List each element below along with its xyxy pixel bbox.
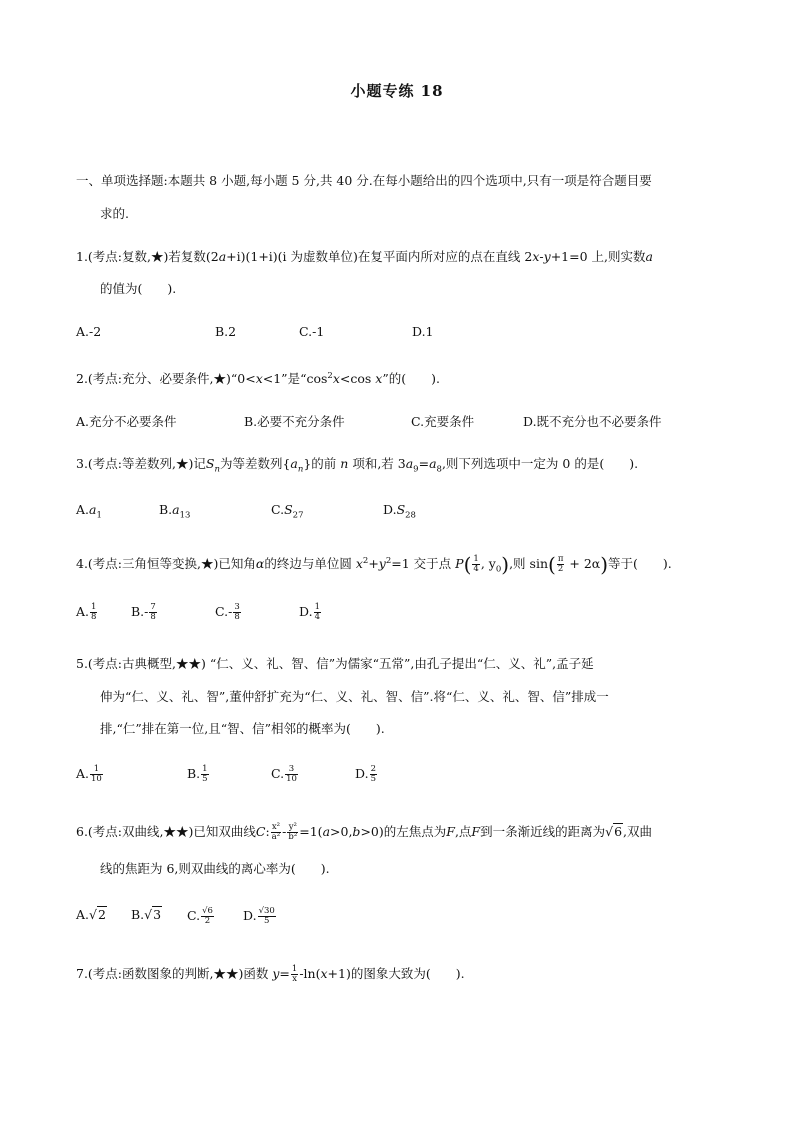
- q6-text: >0,: [330, 824, 353, 839]
- denominator: 10: [286, 774, 297, 784]
- option-var: a: [89, 502, 97, 517]
- q4-text: 4.(考点:三角恒等变换,★)已知角: [76, 556, 256, 572]
- numerator: 1: [90, 765, 103, 775]
- q2-text: ”的( ).: [382, 371, 440, 387]
- option-letter: A.: [76, 604, 90, 619]
- option-fraction: [149, 603, 156, 622]
- option-sub: 13: [179, 510, 191, 521]
- q4-var: x: [355, 556, 363, 572]
- q3-sub: 9: [413, 464, 419, 475]
- denominator: 4: [314, 612, 320, 622]
- q1-var: a: [218, 249, 227, 264]
- numerator: π: [557, 554, 564, 565]
- q6-text: ,双曲: [623, 824, 653, 839]
- option-var: S: [284, 502, 293, 517]
- section-heading-text: 一、单项选择题:本题共 8 小题,每小题 5 分,共 40 分.在每小题给出的四个选项中,只有一项是符合题目要: [76, 173, 652, 188]
- question-5-cont: [100, 720, 385, 738]
- option-sub: 27: [292, 510, 304, 521]
- q6-option-b[interactable]: [131, 907, 162, 922]
- q3-var: n: [340, 456, 349, 471]
- q7-text: 7.(考点:函数图象的判断,★★)函数: [76, 966, 269, 981]
- numerator: 2: [370, 764, 376, 774]
- q3-option-c[interactable]: [271, 502, 304, 521]
- option-letter: C.: [215, 604, 229, 619]
- q6-var: b: [352, 824, 361, 839]
- option-letter: D.: [299, 604, 313, 619]
- q2-option-d[interactable]: D.既不充分也不必要条件: [523, 414, 662, 429]
- option-letter: C.: [187, 908, 201, 923]
- q4-text: , y: [480, 556, 496, 572]
- q5-text: 伸为“仁、义、礼、智”,董仲舒扩充为“仁、义、礼、智、信”.将“仁、义、礼、智、信”排成一: [100, 689, 609, 704]
- numerator: 3: [285, 765, 298, 775]
- q1-var: a: [645, 249, 653, 264]
- denominator: 2: [204, 916, 211, 926]
- q3-text: }的前: [303, 456, 337, 471]
- sqrt-symbol: √6: [605, 824, 623, 839]
- option-fraction: [201, 765, 208, 784]
- option-letter: A.: [76, 502, 90, 517]
- right-paren: ): [501, 552, 510, 577]
- option-sign: -: [144, 604, 149, 619]
- numerator: 1: [202, 764, 208, 774]
- q3-var: a: [290, 456, 298, 471]
- option-letter: D.: [243, 908, 257, 923]
- q1-text: 1.(考点:复数,★)若复数(2: [76, 249, 219, 264]
- q6-text: 到一条渐近线的距离为: [480, 824, 606, 839]
- option-fraction: [258, 907, 276, 926]
- option-letter: B.: [131, 604, 145, 619]
- q3-text: 项和,若 3: [352, 456, 406, 471]
- question-2: [76, 367, 440, 388]
- q4-text: 的终边与单位圆: [264, 556, 352, 572]
- q3-text: =: [418, 456, 430, 471]
- q1-option-c[interactable]: C.-1: [299, 324, 325, 339]
- q6-text: :: [265, 824, 270, 839]
- q4-point-fraction: [472, 555, 479, 574]
- question-6: [76, 819, 652, 845]
- denominator: 8: [234, 612, 240, 622]
- option-sub: 28: [405, 510, 416, 521]
- q2-var: x: [255, 371, 263, 387]
- option-sub: 1: [96, 510, 102, 521]
- option-fraction: [285, 765, 298, 784]
- q2-var: x: [332, 371, 340, 387]
- q1-option-b[interactable]: B.2: [215, 324, 237, 339]
- q4-var: y: [378, 556, 386, 572]
- q3-option-d[interactable]: [383, 502, 416, 521]
- q7-text: +1)的图象大致为( ).: [327, 966, 465, 981]
- q6-var: F: [471, 824, 481, 839]
- q2-text: <cos: [339, 371, 376, 387]
- numerator: x²: [271, 822, 281, 832]
- q1-option-a[interactable]: A.-2: [76, 324, 102, 339]
- question-1: [76, 248, 653, 266]
- option-letter: D.: [383, 502, 397, 517]
- q4-exp: 2: [362, 556, 369, 566]
- option-letter: A.: [76, 766, 90, 781]
- q3-sub: 8: [436, 464, 442, 475]
- q5-text: 排,“仁”排在第一位,且“智、信”相邻的概率为( ).: [100, 721, 385, 736]
- numerator: √30: [258, 906, 275, 916]
- option-fraction: [314, 603, 321, 622]
- radicand: 6: [207, 906, 213, 916]
- option-letter: B.: [131, 907, 145, 922]
- q3-var: a: [405, 456, 414, 471]
- option-letter: A.: [76, 907, 90, 922]
- denominator: a²: [271, 832, 281, 842]
- numerator: 1: [91, 602, 97, 612]
- q3-text: 3.(考点:等差数列,★)记: [76, 456, 206, 471]
- q3-option-a[interactable]: [76, 502, 102, 521]
- q6-option-a[interactable]: [76, 907, 107, 922]
- q7-text: =: [279, 966, 290, 981]
- q3-option-b[interactable]: [159, 502, 190, 521]
- q4-text: + 2: [565, 556, 592, 572]
- q4-option-b[interactable]: [131, 603, 158, 622]
- q4-text: ,则 sin: [509, 556, 548, 572]
- denominator: b²: [288, 832, 298, 842]
- q5-option-d[interactable]: [355, 765, 378, 784]
- q4-option-a[interactable]: [76, 603, 98, 622]
- option-letter: D.: [355, 766, 369, 781]
- q6-text: -: [282, 824, 287, 839]
- q6-text: 线的焦距为 6,则双曲线的离心率为( ).: [100, 861, 330, 876]
- numerator: y²: [288, 822, 297, 832]
- denominator: 2: [557, 564, 564, 575]
- section-heading-cont: [100, 205, 129, 223]
- question-5: [76, 655, 594, 673]
- q2-option-c[interactable]: C.充要条件: [411, 414, 475, 429]
- sqrt-symbol: √2: [89, 907, 106, 922]
- option-letter: C.: [271, 766, 285, 781]
- q2-option-a[interactable]: A.充分不必要条件: [76, 414, 177, 429]
- option-fraction: [201, 907, 214, 926]
- q1-text: +1=0 上,则实数: [550, 249, 646, 264]
- q1-text: 的值为( ).: [100, 281, 177, 296]
- option-letter: B.: [159, 502, 173, 517]
- q3-text: 为等差数列{: [219, 456, 291, 471]
- question-3: [76, 455, 638, 479]
- q7-var: x: [320, 966, 328, 981]
- q4-text: =1 交于点: [391, 556, 452, 572]
- denominator: 10: [91, 774, 102, 784]
- q2-option-b[interactable]: B.必要不充分条件: [244, 414, 345, 429]
- q1-text: -: [539, 249, 544, 264]
- q4-text: 等于( ).: [608, 556, 672, 572]
- q4-text: +: [368, 556, 379, 572]
- q6-var: F: [446, 824, 455, 839]
- question-5-cont: [100, 688, 609, 706]
- q4-option-c[interactable]: [215, 603, 242, 622]
- q6-text: =1(: [299, 824, 323, 839]
- question-7: [76, 962, 465, 986]
- q5-option-c[interactable]: [271, 765, 299, 784]
- q4-option-d[interactable]: [299, 603, 322, 622]
- q3-var: S: [205, 456, 215, 471]
- q2-text: <1”是“cos: [262, 371, 328, 387]
- q6-option-c[interactable]: [187, 907, 215, 926]
- option-letter: C.: [271, 502, 285, 517]
- option-fraction: [90, 603, 97, 622]
- denominator: 5: [370, 774, 376, 784]
- denominator: x: [292, 974, 298, 984]
- q6-var: a: [322, 824, 331, 839]
- q4-text: α: [591, 556, 601, 572]
- denominator: 8: [91, 612, 97, 622]
- radicand: 3: [153, 907, 162, 922]
- q3-sub: n: [297, 464, 304, 475]
- q1-option-d[interactable]: D.1: [412, 324, 434, 339]
- q4-exp: 2: [385, 556, 392, 566]
- q7-fraction: [291, 965, 298, 984]
- option-letter: B.: [187, 766, 201, 781]
- numerator: 1: [473, 554, 479, 565]
- q6-text: 6.(考点:双曲线,★★)已知双曲线: [76, 824, 256, 839]
- q5-option-b[interactable]: [187, 765, 210, 784]
- option-sign: -: [228, 604, 233, 619]
- q1-var: x: [532, 249, 540, 264]
- radicand: 30: [263, 906, 275, 916]
- left-paren: (: [548, 552, 556, 577]
- sqrt-symbol: √3: [144, 907, 162, 922]
- denominator: 4: [473, 564, 479, 575]
- question-1-cont: [100, 280, 176, 298]
- q6-text: >0)的左焦点为: [360, 824, 447, 839]
- option-fraction: [370, 765, 377, 784]
- q2-text: 2.(考点:充分、必要条件,★)“0<: [76, 371, 256, 387]
- q1-text: +i)(1+i)(i 为虚数单位)在复平面内所对应的点在直线 2: [226, 249, 533, 264]
- q3-var: a: [429, 456, 437, 471]
- section-heading-text-2: 求的.: [100, 206, 129, 221]
- q3-sub: n: [214, 464, 220, 475]
- left-paren: (: [463, 552, 472, 577]
- q7-var: y: [272, 966, 280, 981]
- option-var: S: [396, 502, 406, 517]
- q6-x-fraction: [271, 823, 281, 842]
- q6-option-d[interactable]: [243, 907, 277, 926]
- page-title: 小题专练 18: [350, 82, 444, 100]
- q5-text: 5.(考点:古典概型,★★) “仁、义、礼、智、信”为儒家“五常”,由孔子提出“仁、义、礼”,孟子延: [76, 656, 594, 671]
- q2-var: x: [375, 371, 383, 387]
- right-paren: ): [600, 552, 609, 577]
- question-4: [76, 548, 672, 583]
- numerator: √6: [202, 906, 213, 916]
- section-heading: [76, 172, 652, 190]
- option-fraction: [233, 603, 240, 622]
- q7-text: -ln(: [299, 966, 321, 981]
- q4-var: P: [455, 556, 464, 572]
- numerator: 3: [234, 602, 240, 612]
- question-6-cont: [100, 860, 330, 878]
- radicand: 2: [97, 907, 106, 922]
- q6-var: C: [255, 824, 266, 839]
- numerator: 1: [291, 964, 298, 974]
- q6-y-fraction: [287, 823, 298, 842]
- q4-var: α: [255, 556, 265, 572]
- denominator: 5: [202, 774, 208, 784]
- option-fraction: [90, 765, 103, 784]
- q1-var: y: [543, 249, 551, 264]
- q4-angle-fraction: [557, 555, 565, 574]
- q2-exp: 2: [327, 371, 333, 381]
- denominator: 5: [263, 916, 270, 926]
- q4-sub: 0: [495, 564, 502, 575]
- denominator: 8: [150, 612, 156, 622]
- q3-text: ,则下列选项中一定为 0 的是( ).: [441, 456, 639, 471]
- numerator: 1: [314, 602, 320, 612]
- q6-text: ,点: [454, 824, 472, 839]
- q5-option-a[interactable]: [76, 765, 104, 784]
- radicand: 6: [614, 824, 623, 839]
- option-var: a: [172, 502, 180, 517]
- numerator: 7: [150, 602, 156, 612]
